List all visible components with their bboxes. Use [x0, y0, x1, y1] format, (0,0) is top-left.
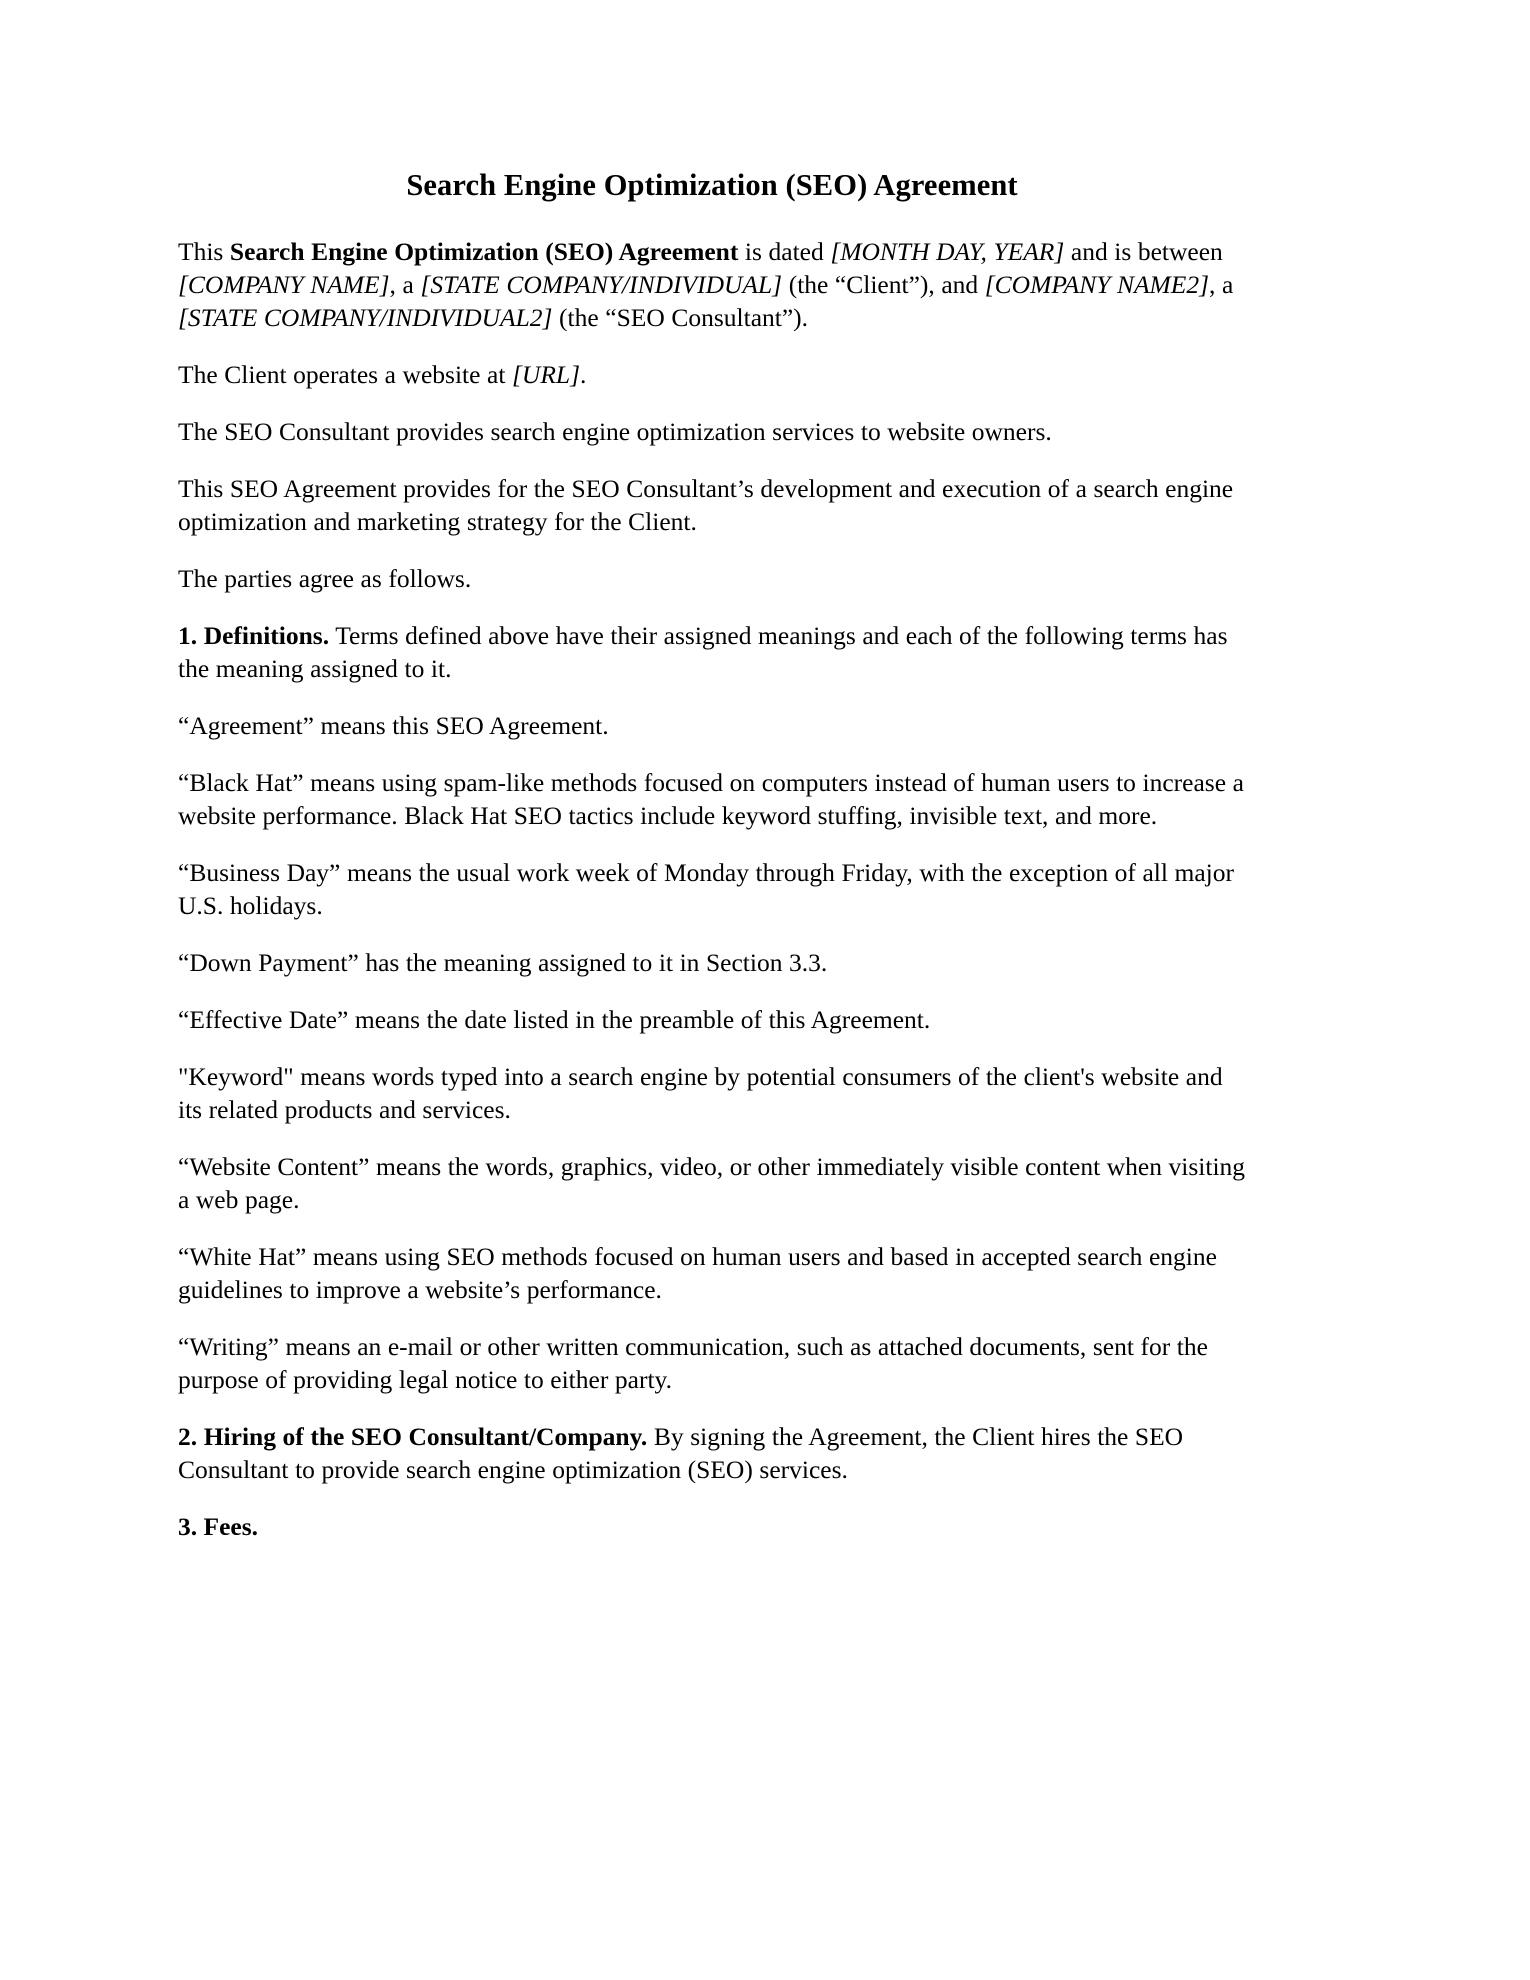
definition-agreement: “Agreement” means this SEO Agreement.: [178, 711, 609, 741]
placeholder-date: [MONTH DAY, YEAR]: [830, 236, 1065, 266]
website-period: .: [580, 360, 587, 390]
preamble-paragraph: [178, 235, 1246, 334]
section-2-heading: 2. Hiring of the SEO Consultant/Company.: [178, 1422, 648, 1452]
placeholder-state-company-individual2: [STATE COMPANY/INDIVIDUAL2]: [178, 303, 553, 333]
definition-writing: “Writing” means an e-mail or other written communication, such as attached documents, sent for the purpose of providing legal notice to either party.: [178, 1332, 1208, 1395]
section-3-fees: [178, 1510, 1246, 1543]
section-2-hiring: [178, 1420, 1246, 1486]
preamble-agreement-name: Search Engine Optimization (SEO) Agreement: [229, 236, 739, 266]
definition-business-day: “Business Day” means the usual work week of Monday through Friday, with the exception of all major U.S. holidays.: [178, 858, 1235, 921]
preamble-between-text: and is between: [1064, 236, 1223, 266]
placeholder-url: [URL]: [512, 360, 581, 390]
preamble-client-text: (the “Client”), and: [782, 270, 985, 299]
placeholder-company-name: [COMPANY NAME]: [178, 270, 390, 299]
parties-agree-paragraph: The parties agree as follows.: [178, 564, 472, 594]
definition-keyword: "Keyword" means words typed into a search engine by potential consumers of the client's website and its related products and services.: [178, 1062, 1223, 1125]
document-body: [178, 168, 1246, 1567]
placeholder-company-name2: [COMPANY NAME2]: [984, 270, 1210, 299]
definition-down-payment: “Down Payment” has the meaning assigned to it in Section 3.3.: [178, 948, 828, 978]
definition-white-hat: “White Hat” means using SEO methods focused on human users and based in accepted search engine guidelines to improve a website’s performance.: [178, 1242, 1217, 1305]
section-1-definitions: [178, 619, 1246, 685]
section-1-heading: 1. Definitions.: [178, 621, 330, 651]
section-2-body: By signing the Agreement, the Client hires the SEO Consultant to provide search engine optimization (SEO) services.: [178, 1422, 1184, 1485]
definition-black-hat: “Black Hat” means using spam-like methods focused on computers instead of human users to increase a website performance. Black Hat SEO tactics include keyword stuffing, invisible text, and more.: [178, 768, 1244, 831]
consultant-services-paragraph: The SEO Consultant provides search engine optimization services to website owners.: [178, 417, 1052, 447]
preamble-comma-a-2: , a: [1209, 270, 1234, 299]
purpose-paragraph: This SEO Agreement provides for the SEO Consultant’s development and execution of a search engine optimization and marketing strategy for the Client.: [178, 474, 1234, 537]
definition-website-content: “Website Content” means the words, graphics, video, or other immediately visible content when visiting a web page.: [178, 1152, 1246, 1215]
preamble-lead: This: [178, 236, 230, 266]
website-lead-text: The Client operates a website at: [178, 360, 512, 390]
definition-effective-date: “Effective Date” means the date listed in the preamble of this Agreement.: [178, 1005, 931, 1035]
preamble-comma-a-1: , a: [389, 270, 421, 299]
preamble-consultant-text: (the “SEO Consultant”).: [552, 303, 809, 333]
website-paragraph: [178, 358, 1246, 391]
preamble-dated-text: is dated: [738, 236, 831, 266]
section-3-heading: 3. Fees.: [178, 1512, 259, 1542]
page-title: Search Engine Optimization (SEO) Agreement: [406, 168, 1018, 202]
placeholder-state-company-individual: [STATE COMPANY/INDIVIDUAL]: [420, 270, 783, 299]
section-1-body: Terms defined above have their assigned meanings and each of the following terms has the meaning assigned to it.: [178, 621, 1228, 684]
